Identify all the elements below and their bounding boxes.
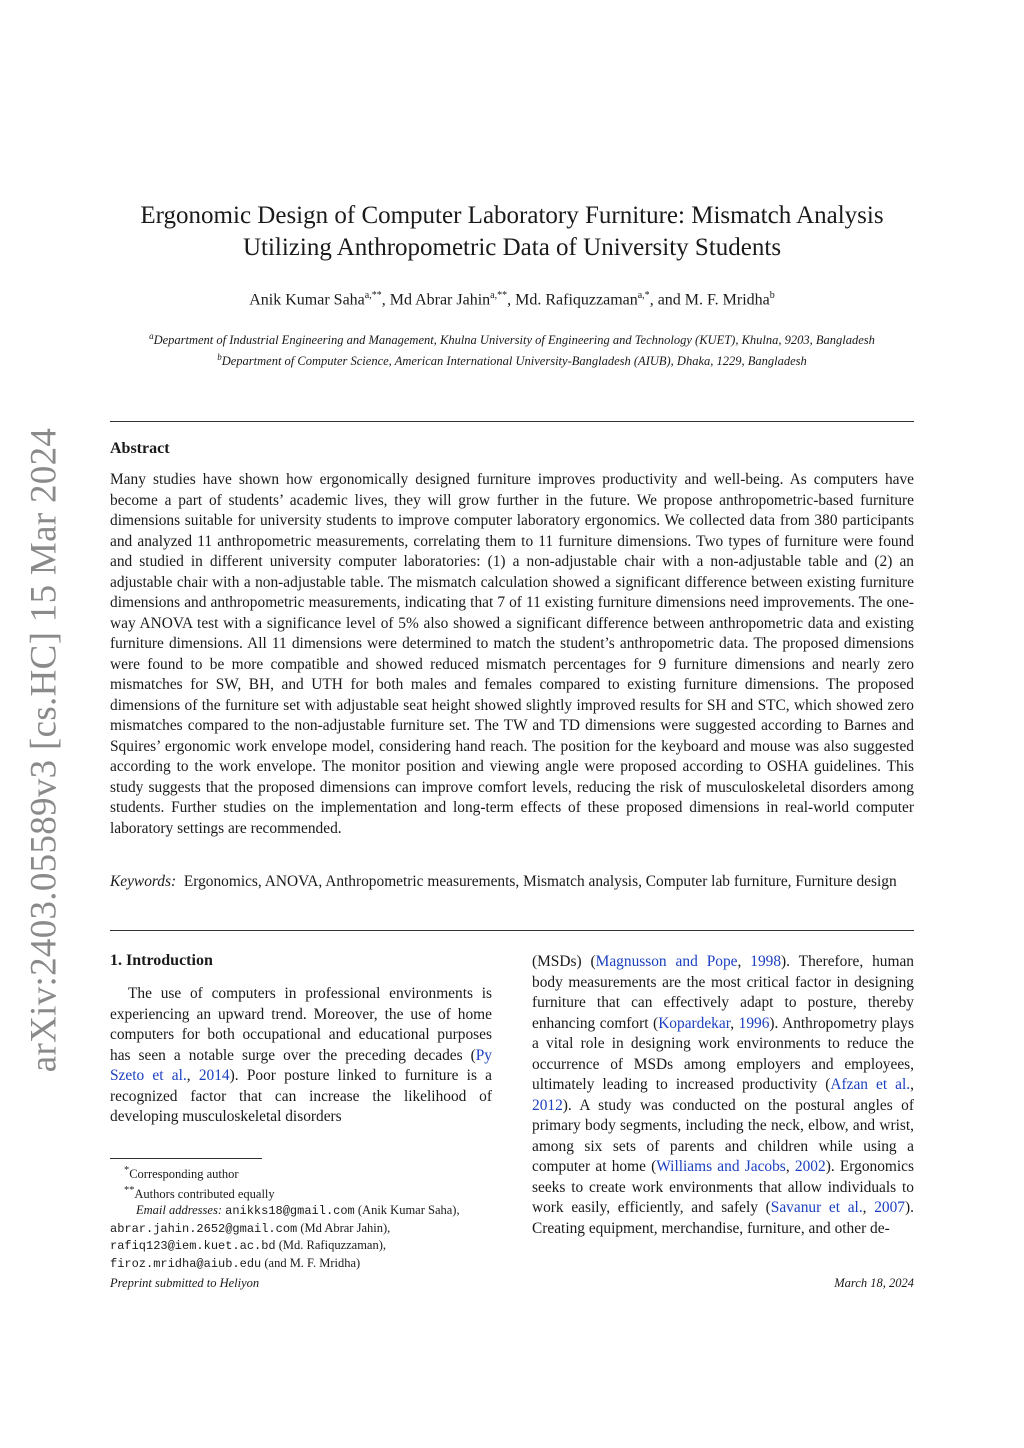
author-name: Md Abrar Jahin	[389, 291, 491, 309]
email-owner: (Md Abrar Jahin),	[300, 1220, 391, 1235]
email-link[interactable]: rafiq123@iem.kuet.ac.bd	[110, 1239, 276, 1254]
footnote-mark: **	[124, 1184, 135, 1196]
intro-paragraph-right: (MSDs) (Magnusson and Pope, 1998). Therefore, human body measurements are the most critical factor in designing furniture that can effectively adapt to posture, thereby enhancing comfort (Kopardekar, 1996). Anthropometry plays a vital role in designing work environments to reduce the occurrence of MSDs among employers and employees, ultimately leading to increased productivity (Afzan et al., 2012). A study was conducted on the postural angles of primary body segments, including the neck, elbow, and wrist, among six sets of parents and children while using a computer at home (Williams and Jacobs, 2002). Ergonomics seeks to create work environments that allow individuals to work easily, efficiently, and safely (Savanur et al., 2007). Creating equipment, merchandise, furniture, and other de-	[532, 953, 914, 1237]
email-link[interactable]: abrar.jahin.2652@gmail.com	[110, 1221, 298, 1236]
citation-year-link[interactable]: 2012	[532, 1096, 563, 1114]
footnote-email-line	[110, 1237, 510, 1255]
body-text: (MSDs) (	[532, 953, 596, 970]
citation-year-link[interactable]: 1998	[750, 953, 782, 970]
arxiv-stamp	[14, 427, 74, 1073]
email-label: Email addresses:	[136, 1203, 222, 1218]
author-name: Md. Rafiquzzaman	[515, 291, 638, 309]
affiliation-text: Department of Industrial Engineering and Management, Khulna University of Engineering and Technology (KUET), Khulna, 9203, Bangladesh	[153, 333, 875, 348]
author-separator: ,	[507, 291, 516, 309]
email-owner: (Anik Kumar Saha),	[357, 1203, 460, 1218]
title-line-1: Ergonomic Design of Computer Laboratory Furniture: Mismatch Analysis	[140, 202, 884, 229]
email-owner: (and M. F. Mridha)	[264, 1255, 361, 1270]
left-column	[110, 952, 492, 1128]
author-affil-mark: a,**	[490, 290, 508, 301]
abstract-body: Many studies have shown how ergonomically designed furniture improves productivity and well-being. As computers have become a part of students’ academic lives, they will grow further in the future. We propose anthropometric-based furniture dimensions suitable for university students to improve computer laboratory ergonomics. We collected data from 380 participants and analyzed 11 anthropometric measurements, correlating them to 11 furniture dimensions. Two types of furniture were found and studied in different university computer laboratories: (1) a non-adjustable chair with a non-adjustable table and (2) an adjustable chair with a non-adjustable table. The mismatch calculation showed a significant difference between existing furniture dimensions and anthropometric measurements, indicating that 7 of 11 existing furniture dimensions need improvements. The one-way ANOVA test with a significance level of 5% also showed a significant difference between anthropometric data and existing furniture dimensions. All 11 dimensions were determined to match the student’s anthropometric data. The proposed dimensions were found to be more compatible and showed reduced mismatch percentages for 9 furniture dimensions and nearly zero mismatches for SW, BH, and UTH for both males and females compared to existing furniture dimensions. The proposed dimensions of the furniture set with adjustable seat height showed slightly improved results for SH and STC, which showed zero mismatches compared to the non-adjustable furniture set. The TW and TD dimensions were suggested according to Barnes and Squires’ ergonomic work envelope model, considering hand reach. The position for the keyboard and mouse was also suggested according to the work envelope. The monitor position and viewing angle were proposed according to OSHA guidelines. This study suggests that the proposed dimensions can improve comfort levels, reducing the risk of musculoskeletal disorders among students. Further studies on the implementation and long-term effects of these proposed dimensions in real-world computer laboratory settings are recommended.	[110, 471, 914, 837]
author-affil-mark: a,**	[364, 290, 382, 301]
footer-date: March 18, 2024	[834, 1276, 914, 1290]
body-text: The use of computers in professional environments is experiencing an upward trend. Moreover, the use of home computers for both occupational and educational purposes has seen a notable surge over the preceding decades (	[110, 985, 492, 1064]
citation-year-link[interactable]: 2002	[794, 1158, 826, 1175]
citation-link[interactable]: Afzan et al.	[830, 1076, 911, 1093]
body-text: ). Ergonomics seeks to create work environments that allow individuals to work easily, efficiently, and safely (	[532, 1158, 914, 1216]
body-text: ). Anthropometry plays a vital role in designing work environments to reduce the occurrence of MSDs among employers and employees, ultimately leading to increased productivity (	[532, 1014, 914, 1093]
right-column	[532, 952, 914, 1239]
citation-link[interactable]: Savanur et al.	[770, 1199, 863, 1216]
keywords	[110, 872, 914, 893]
abstract-heading: Abstract	[110, 440, 170, 457]
citation-link[interactable]: Py Szeto et al.	[110, 1046, 492, 1084]
affiliation-mark: a	[149, 331, 154, 341]
citation-link[interactable]: Magnusson and Pope	[595, 953, 738, 970]
email-link[interactable]: anikks18@gmail.com	[225, 1204, 355, 1219]
citation-year-link[interactable]: 1996	[738, 1014, 770, 1032]
paper-title	[110, 200, 914, 264]
footnote-emails	[110, 1202, 510, 1220]
author-name: M. F. Mridha	[684, 291, 770, 309]
arxiv-stamp-text: arXiv:2403.05589v3 [cs.HC] 15 Mar 2024	[23, 427, 65, 1073]
footnote-text: Corresponding author	[129, 1167, 239, 1182]
citation-link[interactable]: Williams and Jacobs	[656, 1158, 786, 1175]
affiliations	[110, 328, 914, 370]
author-name: Anik Kumar Saha	[249, 291, 365, 309]
body-text: ). Creating equipment, merchandise, furniture, and other de-	[532, 1199, 914, 1237]
author-list	[110, 290, 914, 309]
body-text: ). Poor posture linked to furniture is a recognized factor that can increase the likelihood of developing musculoskeletal disorders	[110, 1067, 493, 1125]
citation-year-link[interactable]: 2007	[874, 1199, 905, 1216]
footnote-email-line	[110, 1255, 510, 1273]
affiliation-b	[110, 349, 914, 370]
footnote-equal	[110, 1183, 510, 1203]
affiliation-mark: b	[217, 352, 222, 363]
footnote-text: Authors contributed equally	[134, 1186, 275, 1201]
email-owner: (Md. Rafiquzzaman),	[278, 1238, 387, 1253]
email-link[interactable]: firoz.mridha@aiub.edu	[110, 1256, 262, 1271]
keywords-list: Ergonomics, ANOVA, Anthropometric measurements, Mismatch analysis, Computer lab furniture, Furniture design	[183, 873, 897, 890]
top-divider	[110, 421, 914, 422]
author-affil-mark: b	[769, 290, 775, 301]
footnotes	[110, 1163, 510, 1272]
bottom-divider	[110, 930, 914, 931]
footnote-mark: *	[124, 1165, 130, 1176]
affiliation-a	[110, 328, 914, 349]
body-text: ). A study was conducted on the postural angles of primary body segments, including the neck, elbow, and wrist, among six sets of parents and children while using a computer at home (	[532, 1096, 914, 1175]
body-text: ). Therefore, human body measurements are the most critical factor in designing furniture that can effectively adapt to posture, thereby enhancing comfort (	[532, 953, 914, 1032]
section-heading-introduction: 1. Introduction	[110, 952, 213, 969]
affiliation-text: Department of Computer Science, American International University-Bangladesh (AIUB), Dhaka, 1229, Bangladesh	[221, 354, 807, 369]
footnote-email-line	[110, 1220, 510, 1238]
author-affil-mark: a,*	[637, 290, 650, 301]
citation-year-link[interactable]: 2014	[198, 1067, 230, 1084]
footnote-divider	[110, 1158, 262, 1159]
intro-paragraph-left: The use of computers in professional environments is experiencing an upward trend. Moreover, the use of home computers for both occupational and educational purposes has seen a notable surge over the preceding decades (Py Szeto et al., 2014). Poor posture linked to furniture is a recognized factor that can increase the likelihood of developing musculoskeletal disorders	[110, 985, 493, 1125]
author-separator: , and	[649, 291, 685, 309]
author-separator: ,	[381, 291, 390, 309]
keywords-label: Keywords:	[110, 873, 177, 890]
footnote-corresponding	[110, 1163, 510, 1183]
citation-link[interactable]: Kopardekar	[658, 1014, 731, 1032]
footer-preprint-note: Preprint submitted to Heliyon	[110, 1276, 260, 1290]
title-line-2: Utilizing Anthropometric Data of University Students	[242, 234, 782, 261]
